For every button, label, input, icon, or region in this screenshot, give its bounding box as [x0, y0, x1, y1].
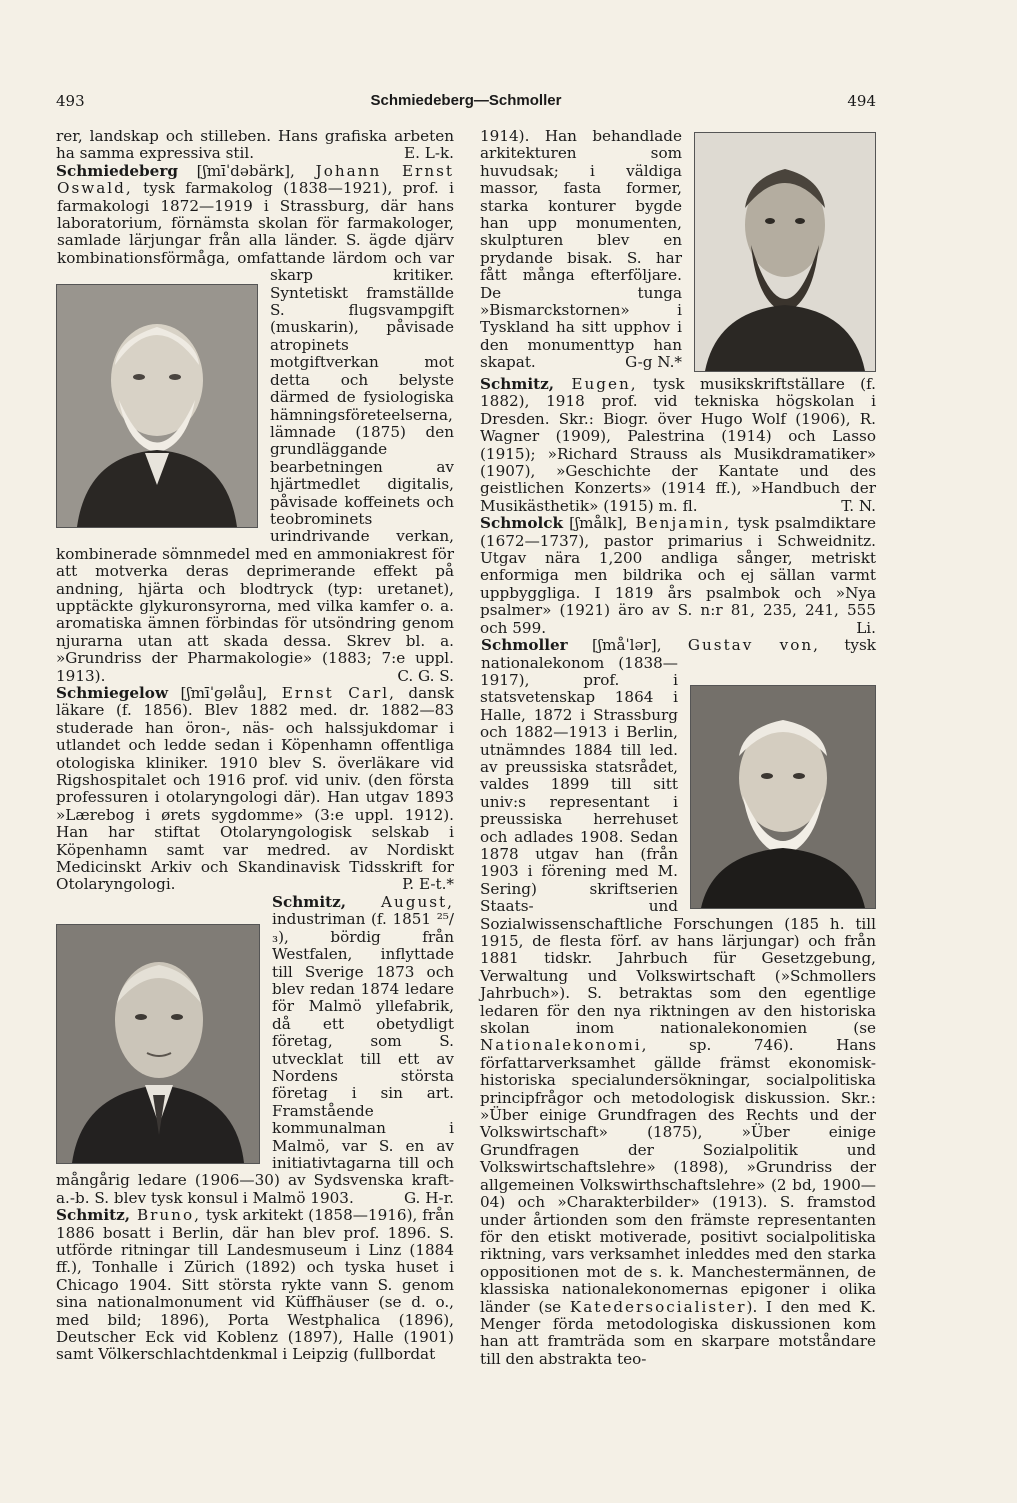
entry-text: tysk musikskriftställare (f. 1882), 1918 prof. vid tekniska högskolan i Dresden. Skr.: Biogr. över Hugo Wolf (1906), R. Wagner (1909), Palestrina (1914) och Lasso (1915); »Richard Strauss als Musikdramatiker» (1907), »Geschichte der Kantate und des geistlichen Konzerts» (1914 ff.), »Handbuch der Musikästhetik» (1915) m. fl. [480, 375, 877, 515]
portrait-schmoller-image [691, 686, 875, 908]
headword: Schmiedeberg [56, 161, 178, 180]
person-name: Ernst Carl, [267, 684, 396, 702]
portrait-schmiedeberg [56, 284, 258, 528]
pronunciation: [ʃmålk], [563, 514, 628, 533]
running-title: Schmiedeberg—Schmoller [370, 92, 562, 109]
headword: Schmiegelow [56, 684, 169, 702]
page-number-left: 493 [56, 92, 85, 110]
pronunciation: [ʃmīˈgəlåu], [168, 684, 268, 702]
entry-text: 1914). Han behandlade arkitekturen som huvudsak; i väldiga massor, fasta former, starka konturer bygde han upp monumenten, skulpturen blev en prydande bisak. S. har fått många efterföljare. De tunga »Bismarckstornen» i Tyskland ha sitt upphov i den monumenttyp han skapat. [480, 127, 682, 372]
entry-schmitz-bruno [56, 1207, 454, 1364]
page-header [56, 92, 876, 114]
entry-schmitz-bruno-continued [480, 128, 876, 372]
entry-schmiegelow [56, 685, 454, 894]
signature: C. G. S. [397, 666, 454, 685]
entry-schmiedeberg [56, 163, 454, 685]
portrait-schmitz-bruno [694, 132, 876, 372]
entry-schmolck [480, 515, 876, 637]
person-name: August, [346, 892, 454, 911]
entry-text: dansk läkare (f. 1856). Blev 1882 med. dr. 1882—83 studerade han öron-, näs- och halssjukdomar i utlandet och ledde sedan i Köpenhamn offentliga otologiska kliniker. 1910 blev S. överläkare vid Rigshospitalet och 1916 prof. vid univ. (den första professuren i otolaryngologi där). Han utgav 1893 »Lærebog i ørets sygdomme» (3:e uppl. 1912). Han har stiftat Otolaryngologisk selskab i Köpenhamn samt var medred. av Nordiskt Medicinskt Arkiv och Skandinavisk Tidsskrift for Otolaryngologi. [56, 684, 454, 894]
person-name: Bruno, [130, 1206, 201, 1225]
entry-text: tysk farmakolog (1838—1921), prof. i farmakologi 1872—1919 i Strassburg, där hans laboratorium, förnämsta skolan för farmakologer, samlade lärjungar från alla länder. S. ägde djärv kombinationsförmåga, omfattande lärdom och var skarp kritiker. Syntetiskt framställde S. flugsvampgift (muskarin), påvisade atropinets motgiftverkan mot detta och belyste därmed de fysiologiska hämningsföreteelserna, lämnade (1875) den grundläggande bearbetningen av hjärtmedlet digitalis, påvisade koffeinets och teobrominets urindrivande verkan, kombinerade sömnmedel med en ammoniakrest för att motverka deras deprimerande effekt på andning, hjärta och blodtryck (typ: uretanet), upptäckte glykuronsyrorna, med vilka kamfer o. a. aromatiska ämnen förbindas för utsöndring genom njurarna utan att skada dessa. Skrev bl. a. »Grundriss der Pharmakologie» (1883; 7:e uppl. 1913). [56, 179, 455, 685]
signature: E. L-k. [404, 144, 454, 163]
signature: G. H-r. [403, 1188, 454, 1207]
person-name: Benjamin, [627, 514, 732, 533]
cross-reference[interactable]: Nationalekonomi [480, 1036, 642, 1055]
headword: Schmitz, [272, 892, 347, 911]
headword: Schmolck [480, 514, 563, 533]
entry-text: ). I den med K. Menger förda metodologiska diskussionen kom han att framträda som en skarpare motståndare till den abstrakta teo- [480, 1297, 876, 1368]
portrait-schmitz-august-image [57, 925, 259, 1163]
right-column [480, 128, 876, 1368]
headword: Schmitz, [480, 375, 555, 393]
signature: G-g N.* [625, 353, 682, 372]
headword: Schmitz, [56, 1206, 131, 1225]
entry-text: tysk psalmdiktare (1672—1737), pastor primarius i Schweidnitz. Utgav nära 1,200 andliga sånger, metriskt enformiga men bildrika och ej sällan varmt uppbyggliga. I 1819 års psalmbok och »Nya psalmer» (1921) äro av S. n:r 81, 235, 241, 555 och 599. [480, 514, 876, 637]
entry-continuation: rer, landskap och stilleben. Hans grafiska arbeten ha samma expressiva stil. E. L-k. [56, 127, 454, 163]
entry-text: tysk arkitekt (1858—1916), från 1886 bosatt i Berlin, där han blev prof. 1896. S. utförde ritningar till Landesmuseum i Linz (1884 ff.), Tonhalle i Zürich (1892) och tyska huset i Chicago 1904. Sitt största rykte vann S. genom sina nationalmonument vid Küffhäuser (se d. o., med bild; 1896), Porta Westphalica (1896), Deutscher Eck vid Koblenz (1897), Halle (1901) samt Völkerschlachtdenkmal i Leipzig (fullbordat [56, 1206, 454, 1364]
entry-text: , sp. 746). Hans författarverksamhet gällde främst ekonomisk-historiska specialundersökningar, socialpolitiska principfrågor och metodologisk diskussion. Skr.: »Über einige Grundfragen des Rechts und der Volkswirtschaft» (1875), »Über einige Grundfragen der Sozialpolitik und Volkswirtschaftslehre» (1898), »Grundriss der allgemeinen Volkswirthschaftslehre» (2 bd, 1900—04) och »Charakterbilder» (1913). S. framstod under årtionden som den främste representanten för den etiskt motiverade, positivt socialpolitiska riktning, vars verksamhet inleddes med den starka oppositionen mot de s. k. Manchestermännen, de klassiska nationalekonomernas epigoner i olika länder (se [480, 1036, 876, 1316]
headword: Schmoller [481, 636, 568, 655]
person-name: Eugen, [554, 375, 638, 393]
portrait-schmoller [690, 685, 876, 909]
pronunciation: [ʃmīˈdəbärk], [177, 161, 295, 180]
entry-schmoller [480, 637, 876, 1368]
signature: Li. [856, 618, 876, 637]
entry-text: industriman (f. 1851 ²⁵/₃), bördig från Westfalen, inflyttade till Sverige 1873 och blev redan 1874 ledare för Malmö yllefabrik, då ett obetydligt företag, som S. utvecklat till ett av Nordens största företag i sin art. Framstående kommunalman i Malmö, var S. en av initiativtagarna till och mångårig ledare (1906—30) av Sydsvenska kraft-a.-b. S. blev tysk konsul i Malmö 1903. [56, 910, 454, 1207]
left-column [56, 128, 454, 1364]
signature: P. E-t.* [402, 875, 454, 894]
page-number-right: 494 [847, 92, 876, 110]
portrait-schmiedeberg-image [57, 285, 257, 527]
portrait-schmitz-bruno-image [695, 133, 875, 371]
person-name: Gustav von, [661, 636, 820, 655]
person-name: Johann Ernst Oswald, [57, 161, 454, 198]
pronunciation: [ʃmåˈlər], [567, 636, 662, 655]
portrait-schmitz-august [56, 924, 260, 1164]
entry-schmitz-august [56, 894, 454, 1207]
entry-schmitz-eugen [480, 376, 876, 515]
entry-text: tysk nationalekonom (1838—1917), prof. i statsvetenskap 1864 i Halle, 1872 i Strassburg och 1882—1913 i Berlin, utnämndes 1884 till led. av preussiska statsrådet, valdes 1899 till sitt univ:s representant i preussiska herrehuset och adlades 1908. Sedan 1878 utgav han (från 1903 i förening med M. Sering) skriftserien Staats- und Sozialwissenschaftliche Forschungen (185 h. till 1915, de flesta förf. av hans lärjungar) och från 1881 tidskr. Jahrbuch für Gesetzgebung, Verwaltung und Volkswirtschaft (»Schmollers Jahrbuch»). S. betraktas som den egentlige ledaren för den nya riktningen av den historiska skolan inom nationalekonomien (se [480, 636, 876, 1038]
signature: T. N. [841, 496, 876, 515]
cross-reference[interactable]: Katedersocialister [569, 1297, 747, 1316]
